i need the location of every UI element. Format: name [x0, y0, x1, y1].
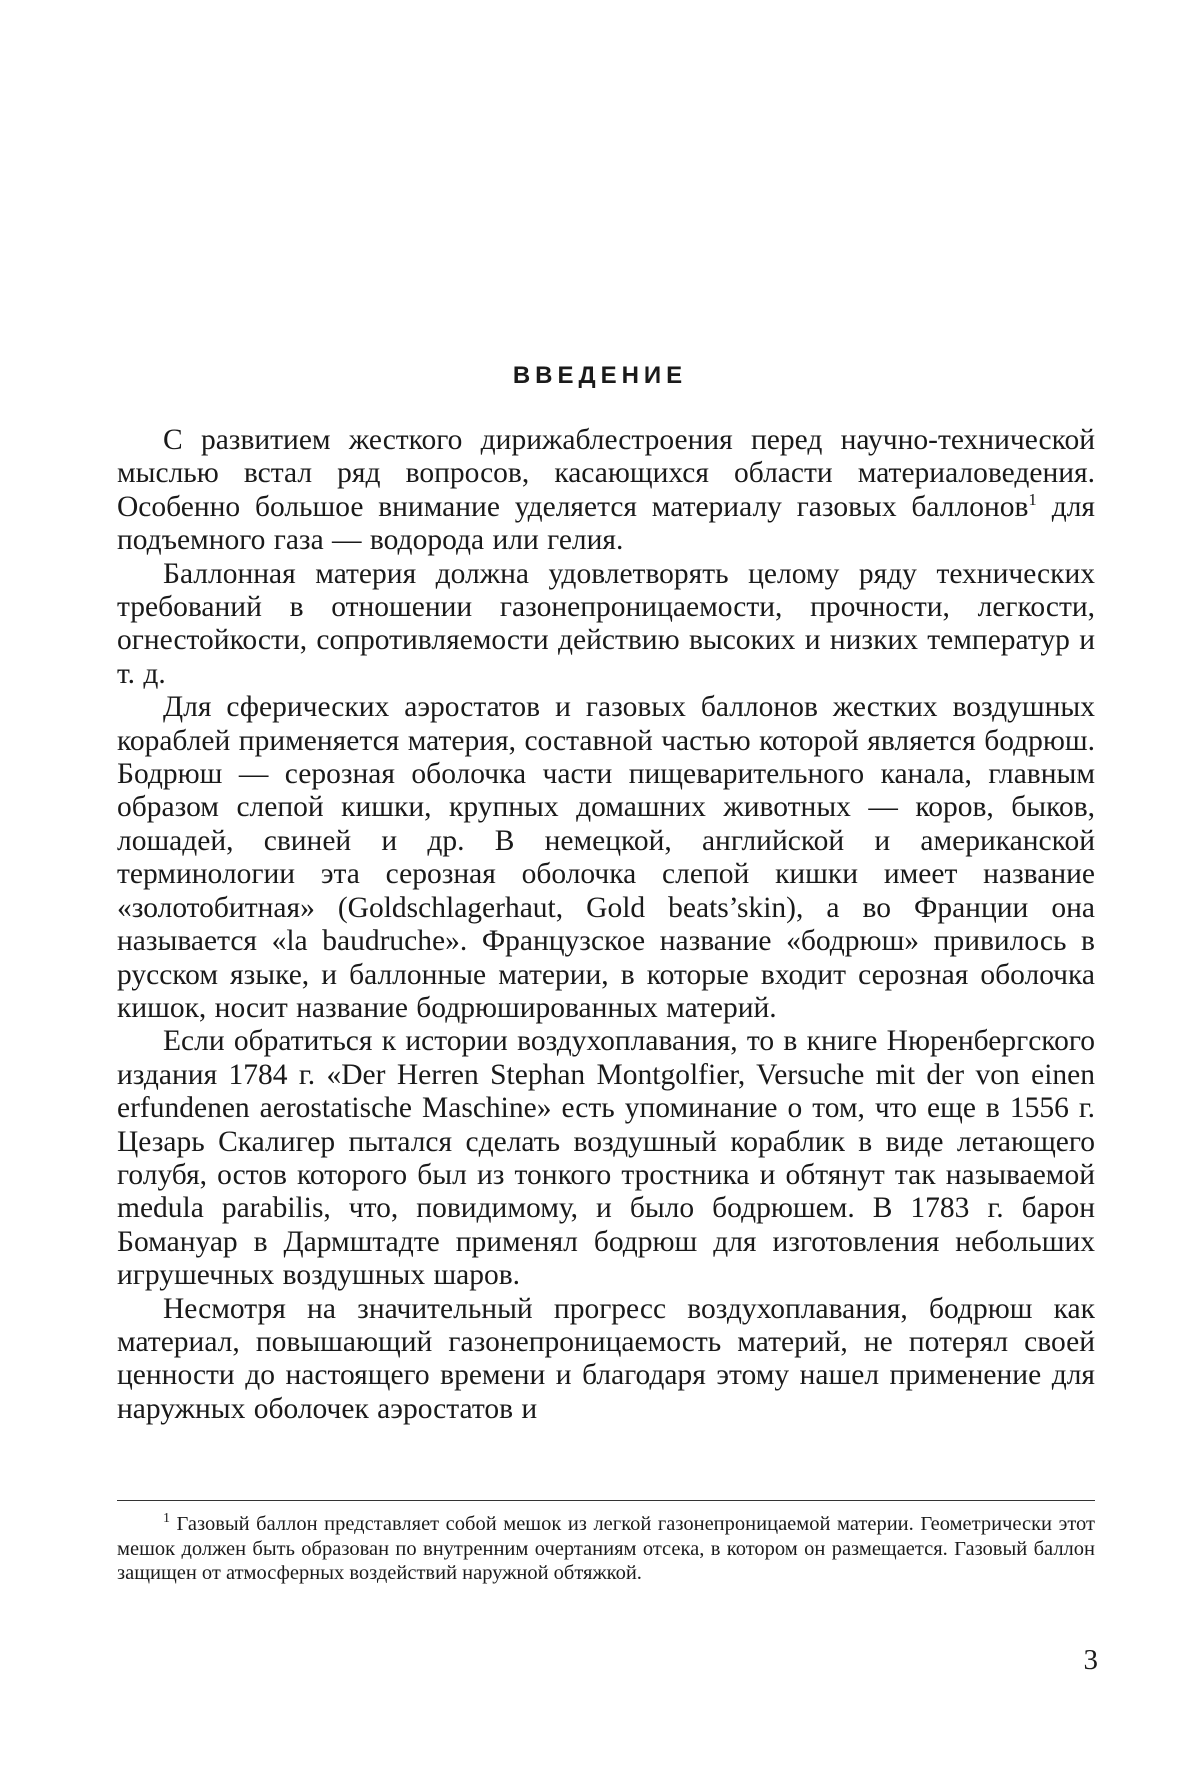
footnote-reference: 1 [1028, 489, 1037, 509]
paragraph-1 [117, 424, 1095, 558]
paragraph-1-text-continued: для подъемного газа — водорода или гелия. [117, 490, 1095, 557]
paragraph-3: Для сферических аэростатов и газовых баллонов жестких воздушных кораблей применяется материя, составной частью которой является бодрюш. Бодрюш — серозная оболочка части пищеварительного канала, главным образом слепой кишки, крупных домашних животных — коров, быков, лошадей, свиней и др. В немецкой, английской и американской терминологии эта серозная оболочка слепой кишки имеет название «золотобитная» (Goldschlagerhaut, Gold beats’skin), а во Франции она называется «la baudruche». Французское название «бодрюш» привилось в русском языке, и баллонные материи, в которые входит серозная оболочка кишок, носит название бодрюшированных материй. [117, 691, 1095, 1024]
paragraph-2: Баллонная материя должна удовлетворять целому ряду технических требований в отношении газонепроницаемости, прочности, легкости, огнестойкости, сопротивляемости действию высоких и низких температур и т. д. [117, 557, 1095, 690]
footnote-number: 1 [163, 1511, 170, 1527]
footnote-text: Газовый баллон представляет собой мешок из легкой газонепроницаемой материи. Геометрически этот мешок должен быть образован по внутренним очертаниям отсека, в котором он размещается. Газовый баллон защищен от атмосферных воздействий наружной обтяжкой. [117, 1513, 1095, 1584]
footnote-divider [117, 1500, 1095, 1501]
paragraph-1-text: С развитием жесткого дирижаблестроения перед научно-технической мыслью встал ряд вопросов, касающихся области материаловедения. Особенно большое внимание уделяется материалу газовых баллонов [117, 424, 1095, 523]
paragraph-5: Несмотря на значительный прогресс воздухоплавания, бодрюш как материал, повышающий газонепроницаемость материй, не потерял своей ценности до настоящего времени и благодаря этому нашел применение для наружных оболочек аэростатов и [117, 1292, 1095, 1425]
footnote [117, 1512, 1095, 1586]
page-number: 3 [1083, 1644, 1098, 1676]
body-text [117, 424, 1095, 1426]
paragraph-4: Если обратиться к истории воздухоплавания, то в книге Нюренбергского издания 1784 г. «Der Herren Stephan Montgolfier, Versuche mit der von einen erfundenen aerostatische Maschine» есть упоминание о том, что еще в 1556 г. Цезарь Скалигер пытался сделать воздушный кораблик в виде летающего голубя, остов которого был из тонкого тростника и обтянут так называемой medula parabilis, что, повидимому, и было бодрюшем. В 1783 г. барон Бомануар в Дармштадте применял бодрюш для изготовления небольших игрушечных воздушных шаров. [117, 1025, 1095, 1292]
chapter-heading: ВВЕДЕНИЕ [512, 362, 688, 389]
